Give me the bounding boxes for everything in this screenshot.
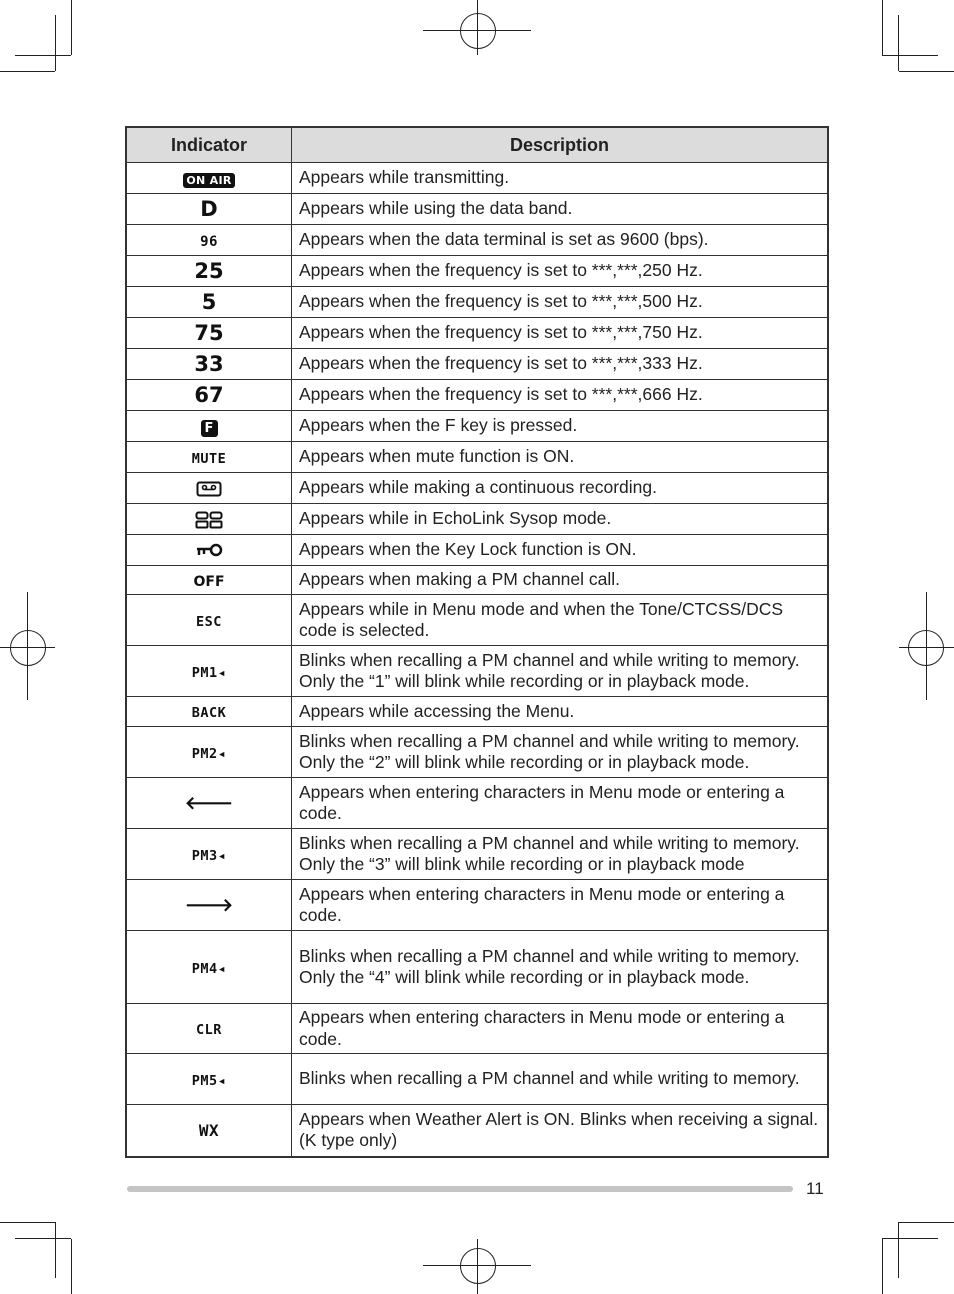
row-description: Appears while in EchoLink Sysop mode.: [292, 504, 829, 535]
row-description: Appears while accessing the Menu.: [292, 697, 829, 727]
row-description: Appears when mute function is ON.: [292, 442, 829, 473]
freq-666-icon: 67: [194, 383, 224, 407]
data-9600-icon: 96: [200, 233, 218, 250]
row-description: Appears when the Key Lock function is ON.: [292, 535, 829, 566]
esc-icon: ESC: [196, 613, 222, 630]
table-row: [126, 504, 828, 535]
crop-mark: [71, 0, 72, 55]
freq-750-icon: 75: [194, 321, 224, 345]
footer-bar: [127, 1186, 793, 1192]
back-icon: BACK: [191, 705, 227, 721]
recording-icon: [196, 481, 222, 497]
crop-mark: [899, 1222, 954, 1223]
row-description: Appears while making a continuous recording.: [292, 473, 829, 504]
arrow-right-icon: 🡒: [184, 894, 234, 916]
data-band-d-icon: D: [200, 197, 218, 221]
registration-mark: [926, 592, 927, 700]
row-description: Appears when the data terminal is set as 9600 (bps).: [292, 225, 829, 256]
crop-mark: [882, 1239, 883, 1294]
pm5-icon: PM5◂: [191, 1072, 227, 1089]
registration-mark: [477, 0, 478, 55]
table-row: [126, 411, 828, 442]
table-row: [126, 829, 828, 880]
table-row: [126, 256, 828, 287]
registration-mark: [460, 13, 496, 49]
crop-mark: [882, 55, 938, 56]
row-description: Appears when entering characters in Menu mode or entering a code.: [292, 880, 829, 931]
indicator-column-header: Indicator: [126, 127, 292, 163]
row-description: Appears while using the data band.: [292, 194, 829, 225]
row-description: Appears when entering characters in Menu mode or entering a code.: [292, 1004, 829, 1054]
crop-mark: [71, 1239, 72, 1294]
crop-mark: [55, 1222, 56, 1278]
freq-333-icon: 33: [194, 352, 224, 376]
registration-mark: [477, 1239, 478, 1294]
crop-mark: [882, 0, 883, 55]
table-row: [126, 778, 828, 829]
row-description: Appears when the frequency is set to ***,***,333 Hz.: [292, 349, 829, 380]
row-description: Appears when the frequency is set to ***,***,666 Hz.: [292, 380, 829, 411]
table-row: [126, 535, 828, 566]
row-description: Appears when the frequency is set to ***,***,250 Hz.: [292, 256, 829, 287]
row-description: Appears when Weather Alert is ON. Blinks when receiving a signal. (K type only): [292, 1105, 829, 1157]
crop-mark: [882, 1238, 938, 1239]
row-description: Blinks when recalling a PM channel and while writing to memory. Only the “2” will blink while recording or in playback mode.: [292, 727, 829, 778]
registration-mark: [10, 630, 46, 666]
table-row: [126, 697, 828, 727]
pm3-icon: PM3◂: [191, 847, 227, 864]
table-row: [126, 442, 828, 473]
row-description: Appears while in Menu mode and when the Tone/CTCSS/DCS code is selected.: [292, 595, 829, 646]
crop-mark: [15, 1238, 71, 1239]
crop-mark: [899, 71, 954, 72]
arrow-left-icon: 🡐: [184, 792, 234, 814]
table-row: [126, 287, 828, 318]
crop-mark: [0, 1222, 55, 1223]
table-row: [126, 595, 828, 646]
freq-250-icon: 25: [194, 259, 224, 283]
key-lock-icon: [195, 543, 223, 559]
table-row: [126, 1054, 828, 1105]
table-row: [126, 163, 828, 194]
table-row: [126, 1105, 828, 1157]
pm1-icon: PM1◂: [191, 664, 227, 681]
row-description: Blinks when recalling a PM channel and while writing to memory. Only the “3” will blink while recording or in playback mode: [292, 829, 829, 880]
table-header-row: [126, 127, 828, 163]
clr-icon: CLR: [196, 1022, 222, 1038]
table-row: [126, 473, 828, 504]
indicator-table: [125, 126, 829, 1158]
table-row: [126, 225, 828, 256]
f-key-icon: F: [201, 420, 218, 437]
freq-500-icon: 5: [201, 290, 217, 314]
pm2-icon: PM2◂: [191, 745, 227, 762]
echolink-sysop-icon: [195, 511, 223, 529]
registration-mark: [27, 592, 28, 700]
row-description: Appears when making a PM channel call.: [292, 566, 829, 595]
table-row: [126, 880, 828, 931]
crop-mark: [0, 71, 55, 72]
pm4-icon: PM4◂: [191, 960, 227, 977]
table-row: [126, 727, 828, 778]
table-row: [126, 566, 828, 595]
on-air-icon: ON AIR: [183, 173, 234, 188]
row-description: Appears while transmitting.: [292, 163, 829, 194]
page-number: 11: [806, 1179, 824, 1198]
table-row: [126, 931, 828, 1004]
row-description: Blinks when recalling a PM channel and while writing to memory. Only the “1” will blink while recording or in playback mode.: [292, 646, 829, 697]
row-description: Blinks when recalling a PM channel and while writing to memory. Only the “4” will blink while recording or in playback mode.: [292, 931, 829, 1004]
mute-icon: MUTE: [191, 450, 227, 467]
registration-mark: [460, 1248, 496, 1284]
description-column-header: Description: [292, 127, 829, 163]
crop-mark: [898, 15, 899, 71]
table-row: [126, 380, 828, 411]
table-row: [126, 194, 828, 225]
crop-mark: [15, 55, 71, 56]
row-description: Appears when the frequency is set to ***,***,500 Hz.: [292, 287, 829, 318]
row-description: Appears when entering characters in Menu mode or entering a code.: [292, 778, 829, 829]
row-description: Blinks when recalling a PM channel and while writing to memory.: [292, 1054, 829, 1105]
wx-icon: WX: [198, 1120, 220, 1140]
row-description: Appears when the F key is pressed.: [292, 411, 829, 442]
row-description: Appears when the frequency is set to ***,***,750 Hz.: [292, 318, 829, 349]
table-row: [126, 646, 828, 697]
table-row: [126, 318, 828, 349]
crop-mark: [55, 15, 56, 71]
table-row: [126, 349, 828, 380]
off-icon: OFF: [193, 573, 225, 590]
crop-mark: [898, 1222, 899, 1278]
table-row: [126, 1004, 828, 1054]
